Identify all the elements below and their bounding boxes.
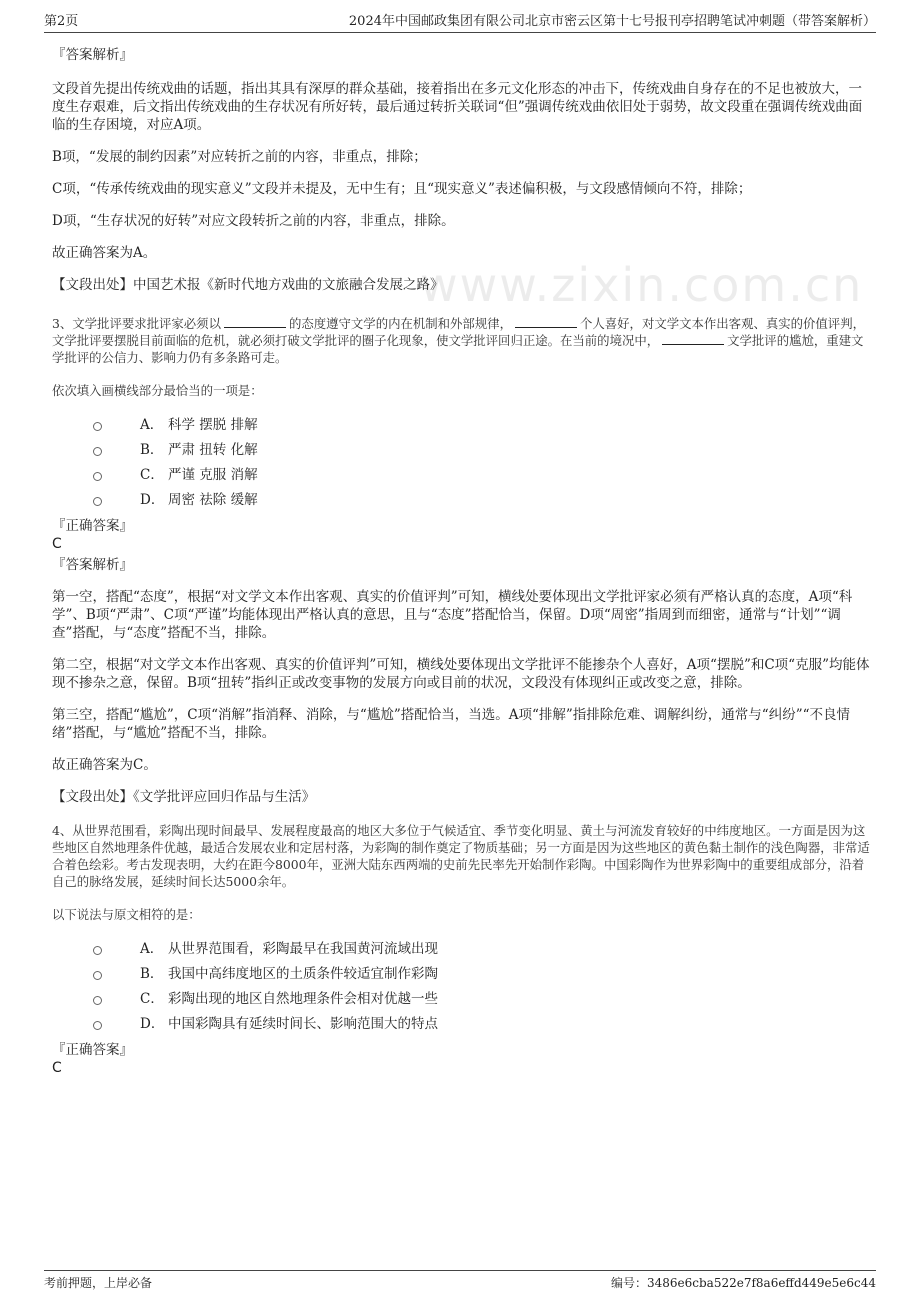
q4-option-a[interactable]: [52, 937, 882, 962]
watermark: www.zixin.com.cn: [420, 258, 864, 312]
option-letter: C．: [140, 467, 164, 483]
q3-analysis-label: 『答案解析』: [52, 557, 133, 573]
q4-option-c[interactable]: [52, 987, 882, 1012]
q2-analysis-p3: C项，“传承传统戏曲的现实意义”文段并未提及，无中生有；且“现实意义”表述偏积极，与文段感情倾向不符，排除；: [52, 181, 752, 197]
radio-icon[interactable]: [93, 422, 102, 431]
page-content: [52, 42, 882, 1076]
q4-prompt: 以下说法与原文相符的是：: [52, 907, 201, 922]
q2-analysis-p4: D项，“生存状况的好转”对应文段转折之前的内容，非重点，排除。: [52, 213, 455, 229]
q4-option-b[interactable]: [52, 962, 882, 987]
page-footer: [44, 1270, 876, 1291]
option-letter: C．: [140, 991, 164, 1007]
q2-conclusion: 故正确答案为A。: [52, 245, 157, 261]
q2-analysis-p2: B项，“发展的制约因素”对应转折之前的内容，非重点，排除；: [52, 149, 427, 165]
q3-stem-part-b: 的态度遵守文学的内在机制和外部规律，: [288, 316, 512, 331]
option-letter: B．: [140, 966, 164, 982]
q3-option-a[interactable]: [52, 413, 882, 438]
q3-option-b[interactable]: [52, 438, 882, 463]
option-text: 周密 祛除 缓解: [168, 492, 258, 508]
document-id: 编号：3486e6cba522e7f8a6effd449e5e6c44: [610, 1276, 876, 1290]
option-letter: B．: [140, 442, 164, 458]
q3-conclusion: 故正确答案为C。: [52, 757, 157, 773]
q4-answer-label: 『正确答案』: [52, 1042, 133, 1058]
option-text: 从世界范围看，彩陶最早在我国黄河流域出现: [168, 941, 438, 957]
radio-icon[interactable]: [93, 472, 102, 481]
q3-blank-1: [224, 315, 286, 328]
radio-icon[interactable]: [93, 497, 102, 506]
q3-analysis-p2: 第二空，根据“对文学文本作出客观、真实的价值评判”可知，横线处要体现出文学批评不能掺杂个人喜好，A项“摆脱”和C项“克服”均能体现不掺杂之意，保留。B项“扭转”指纠正或改变事物的发展方向或目前的状况，文段没有体现纠正或改变之意，排除。: [52, 657, 870, 691]
q2-source: 【文段出处】中国艺术报《新时代地方戏曲的文旅融合发展之路》: [52, 277, 444, 293]
q3-prompt: 依次填入画横线部分最恰当的一项是：: [52, 383, 263, 398]
q3-option-c[interactable]: [52, 463, 882, 488]
option-text: 我国中高纬度地区的土质条件较适宜制作彩陶: [168, 966, 438, 982]
q3-option-d[interactable]: [52, 488, 882, 513]
q3-answer: C: [52, 536, 62, 552]
q4-option-d[interactable]: [52, 1012, 882, 1037]
radio-icon[interactable]: [93, 447, 102, 456]
q3-source: 【文段出处】《文学批评应回归作品与生活》: [52, 789, 316, 805]
q2-analysis-label: 『答案解析』: [52, 47, 133, 63]
radio-icon[interactable]: [93, 996, 102, 1005]
option-text: 严谨 克服 消解: [168, 467, 258, 483]
footer-slogan: 考前押题，上岸必备: [44, 1276, 153, 1290]
radio-icon[interactable]: [93, 946, 102, 955]
option-letter: A．: [140, 417, 164, 433]
q3-analysis-p1: 第一空，搭配“态度”，根据“对文学文本作出客观、真实的价值评判”可知，横线处要体现出文学批评家必须有严格认真的态度，A项“科学”、B项“严肃”、C项“严谨”均能体现出严格认真的意思，且与“态度”搭配恰当，保留。D项“周密”指周到而细密，通常与“计划”“调查”搭配，与“态度”搭配不当，排除。: [52, 589, 853, 641]
option-letter: D．: [140, 1016, 165, 1032]
option-letter: A．: [140, 941, 164, 957]
option-text: 彩陶出现的地区自然地理条件会相对优越一些: [168, 991, 438, 1007]
q3-analysis-p3: 第三空，搭配“尴尬”，C项“消解”指消释、消除，与“尴尬”搭配恰当，当选。A项“排解”指排除危难、调解纠纷，通常与“纠纷”“不良情绪”搭配，与“尴尬”搭配不当，排除。: [52, 707, 850, 741]
q3-blank-2: [515, 315, 577, 328]
q4-options: [52, 937, 882, 1037]
page-number: 第2页: [44, 14, 79, 29]
q3-stem: [52, 315, 874, 366]
q4-answer: C: [52, 1060, 62, 1076]
q3-answer-label: 『正确答案』: [52, 518, 133, 534]
document-title: 2024年中国邮政集团有限公司北京市密云区第十七号报刊亭招聘笔试冲刺题（带答案解析）: [348, 14, 876, 29]
q3-stem-part-a: 3、文学批评要求批评家必须以: [52, 316, 221, 331]
q3-stem-part-d: 文学批评的尴尬，重建文学批评的公信力、影响力仍有多条路可走。: [52, 333, 864, 365]
q2-analysis-p1: 文段首先提出传统戏曲的话题，指出其具有深厚的群众基础，接着指出在多元文化形态的冲击下，传统戏曲自身存在的不足也被放大，一度生存艰难，后文指出传统戏曲的生存状况有所好转，最后通过转折关联词“但”强调传统戏曲依旧处于弱势，故文段重在强调传统戏曲面临的生存困境，对应A项。: [52, 81, 863, 133]
page-header: [44, 12, 876, 33]
q4-stem: 4、从世界范围看，彩陶出现时间最早、发展程度最高的地区大多位于气候适宜、季节变化明显、黄土与河流发育较好的中纬度地区。一方面是因为这些地区自然地理条件优越，最适合发展农业和定居村落，为彩陶的制作奠定了物质基础；另一方面是因为这些地区的黄色黏土制作的浅色陶器，非常适合着色绘彩。考古发现表明，大约在距今8000年，亚洲大陆东西两端的史前先民率先开始制作彩陶。中国彩陶作为世界彩陶中的重要组成部分，沿着自己的脉络发展，延续时间长达5000余年。: [52, 823, 870, 889]
radio-icon[interactable]: [93, 971, 102, 980]
option-text: 严肃 扭转 化解: [168, 442, 258, 458]
q3-stem-part-c: 个人喜好，对文学文本作出客观、真实的价值评判，文学批评要摆脱目前面临的危机，就必须打破文学批评的圈子化现象，使文学批评回归正途。在当前的境况中，: [52, 316, 865, 348]
option-text: 科学 摆脱 排解: [168, 417, 258, 433]
option-text: 中国彩陶具有延续时间长、影响范围大的特点: [168, 1016, 438, 1032]
option-letter: D．: [140, 492, 165, 508]
q3-blank-3: [662, 332, 724, 345]
q3-options: [52, 413, 882, 513]
radio-icon[interactable]: [93, 1021, 102, 1030]
